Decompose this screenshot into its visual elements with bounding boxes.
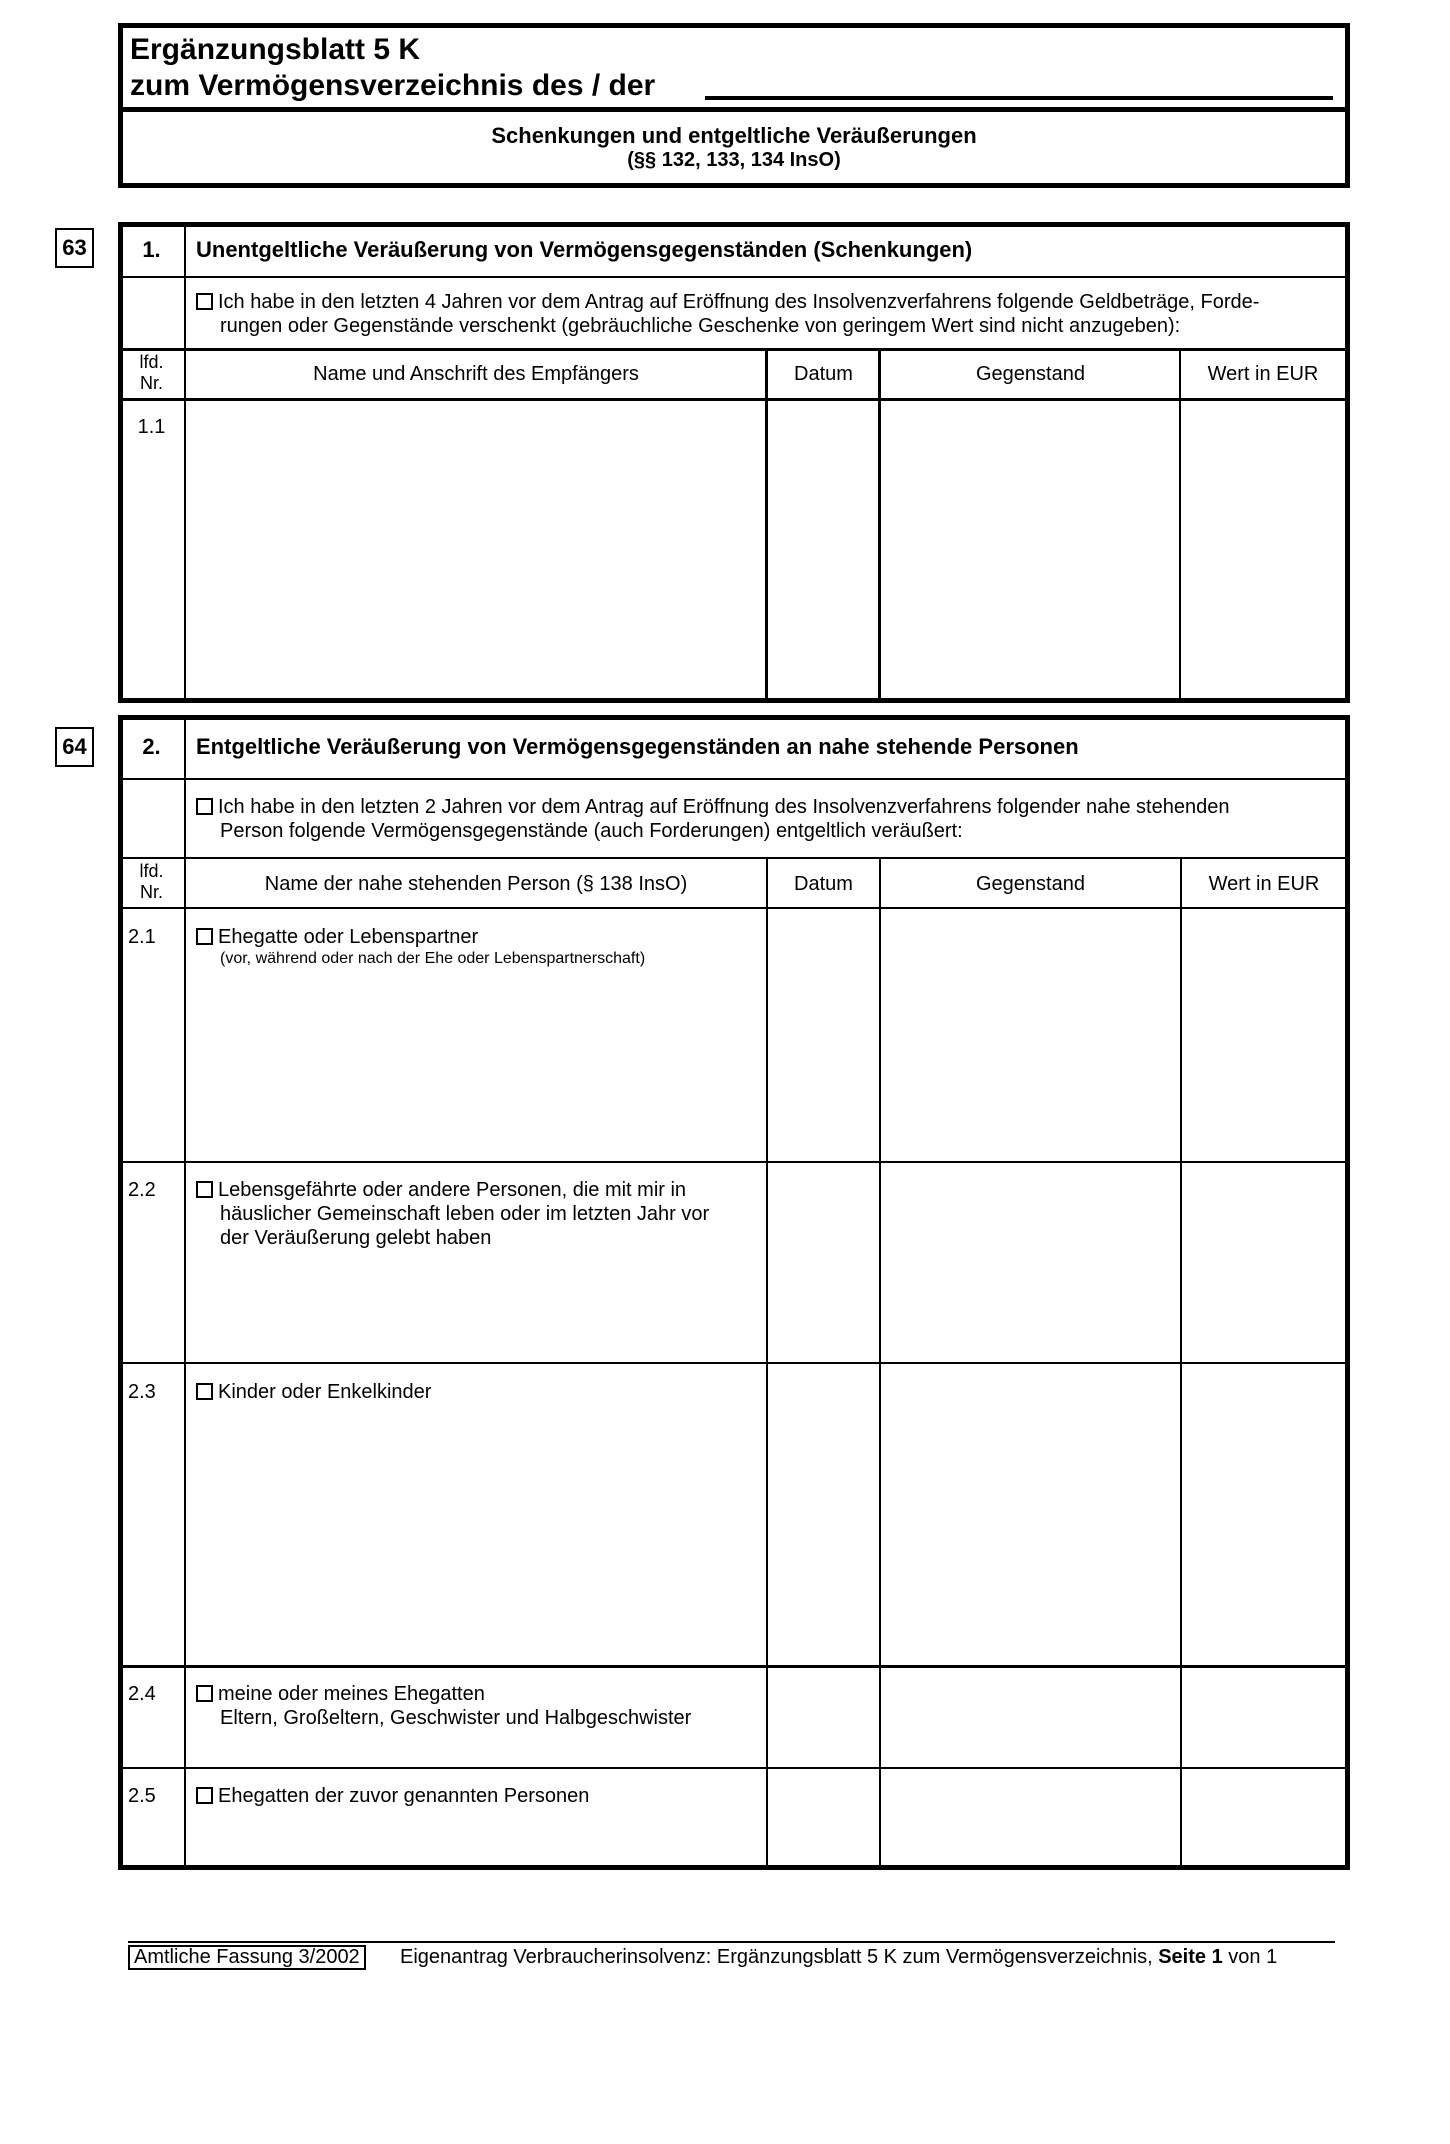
row-number: 2.5 [128,1785,156,1807]
option-label: häuslicher Gemeinschaft leben oder im letzten Jahr vor [220,1203,710,1225]
row-2-4-checkbox[interactable] [196,1685,213,1702]
column-header-gegenstand: Gegenstand [976,363,1085,385]
row-1-1-gegenstand-cell[interactable] [881,401,1179,701]
section-2-number: 2. [142,734,161,759]
section-1-title: Unentgeltliche Veräußerung von Vermögensgegenständen (Schenkungen) [196,237,973,262]
declaration-text-line1: Ich habe in den letzten 4 Jahren vor dem Antrag auf Eröffnung des Insolvenzverfahrens folgende Geldbeträge, Forde- [218,291,1260,313]
footer-page-total: von 1 [1228,1946,1278,1968]
divider [118,1767,1350,1769]
option-note: (vor, während oder nach der Ehe oder Lebenspartnerschaft) [220,950,646,967]
row-1-1-wert-cell[interactable] [1181,401,1345,701]
option-label: der Veräußerung gelebt haben [220,1227,492,1249]
header-divider [118,107,1350,112]
row-2-1-option[interactable] [196,925,645,969]
row-1-1-datum-cell[interactable] [768,401,878,701]
row-2-5-checkbox[interactable] [196,1787,213,1804]
declaration-text-line2: Person folgende Vermögensgegenstände (auch Forderungen) entgeltlich veräußert: [220,820,963,842]
declaration-text-line1: Ich habe in den letzten 2 Jahren vor dem Antrag auf Eröffnung des Insolvenzverfahrens folgender nahe stehenden [218,796,1230,818]
column-header-name: Name der nahe stehenden Person (§ 138 InsO) [264,873,688,895]
column-divider [1180,857,1182,1870]
debtor-name-field[interactable] [705,96,1333,100]
column-divider [184,222,186,703]
row-2-3-option[interactable] [196,1380,431,1404]
section-badge-63: 63 [55,228,94,268]
section-badge-64: 64 [55,727,94,767]
section-2-checkbox[interactable] [196,798,213,815]
divider [118,348,1350,351]
column-header-gegenstand: Gegenstand [976,873,1085,895]
section-1-checkbox[interactable] [196,293,213,310]
row-number: 1.1 [137,416,166,438]
column-header-wert: Wert in EUR [1208,873,1320,895]
column-header-nr: lfd. Nr. [139,861,164,902]
row-1-1-name-cell[interactable] [187,401,765,701]
row-number: 2.3 [128,1381,156,1403]
form-subtitle [118,123,1350,173]
divider [118,1665,1350,1668]
form-title-line1: Ergänzungsblatt 5 K [130,33,421,66]
option-label: Ehegatte oder Lebenspartner [218,926,479,948]
divider [118,778,1350,780]
row-2-2-checkbox[interactable] [196,1181,213,1198]
row-2-2-option[interactable] [196,1178,709,1250]
footer-rule [128,1941,1335,1943]
option-label: Kinder oder Enkelkinder [218,1381,432,1403]
row-2-3-checkbox[interactable] [196,1383,213,1400]
column-header-datum: Datum [794,363,853,385]
form-title-line2: zum Vermögensverzeichnis des / der [130,69,656,102]
subtitle-text: Schenkungen und entgeltliche Veräußerungen [491,123,977,148]
row-2-5-option[interactable] [196,1784,589,1808]
divider [118,1161,1350,1163]
subtitle-legal-reference: (§§ 132, 133, 134 InsO) [627,149,841,171]
column-header-wert: Wert in EUR [1207,363,1319,385]
divider [118,1362,1350,1364]
column-divider [766,857,768,1870]
section-2-title: Entgeltliche Veräußerung von Vermögensgegenständen an nahe stehende Personen [196,734,1079,759]
divider [118,857,1350,859]
row-2-1-checkbox[interactable] [196,928,213,945]
column-header-datum: Datum [794,873,853,895]
declaration-text-line2: rungen oder Gegenstände verschenkt (gebräuchliche Geschenke von geringem Wert sind nicht anzugeben): [220,315,1181,337]
section-1-declaration[interactable] [196,290,1259,338]
row-number: 2.2 [128,1179,156,1201]
row-2-4-option[interactable] [196,1682,691,1730]
divider [118,276,1350,278]
option-label: meine oder meines Ehegatten [218,1683,485,1705]
section-2-declaration[interactable] [196,795,1229,843]
footer-description: Eigenantrag Verbraucherinsolvenz: Ergänzungsblatt 5 K zum Vermögensverzeichnis, [400,1946,1153,1968]
form-title [130,32,655,104]
column-divider [879,857,881,1870]
option-label: Eltern, Großeltern, Geschwister und Halbgeschwister [220,1707,692,1729]
option-label: Lebensgefährte oder andere Personen, die mit mir in [218,1179,687,1201]
divider [118,907,1350,909]
footer-text [400,1946,1277,1968]
column-header-name: Name und Anschrift des Empfängers [313,363,639,385]
column-header-nr: lfd. Nr. [139,352,164,393]
footer-page-label: Seite 1 [1158,1946,1223,1968]
section-1-number: 1. [142,237,161,262]
footer-version-box: Amtliche Fassung 3/2002 [128,1945,366,1970]
option-label: Ehegatten der zuvor genannten Personen [218,1785,590,1807]
row-number: 2.4 [128,1683,156,1705]
row-number: 2.1 [128,926,156,948]
